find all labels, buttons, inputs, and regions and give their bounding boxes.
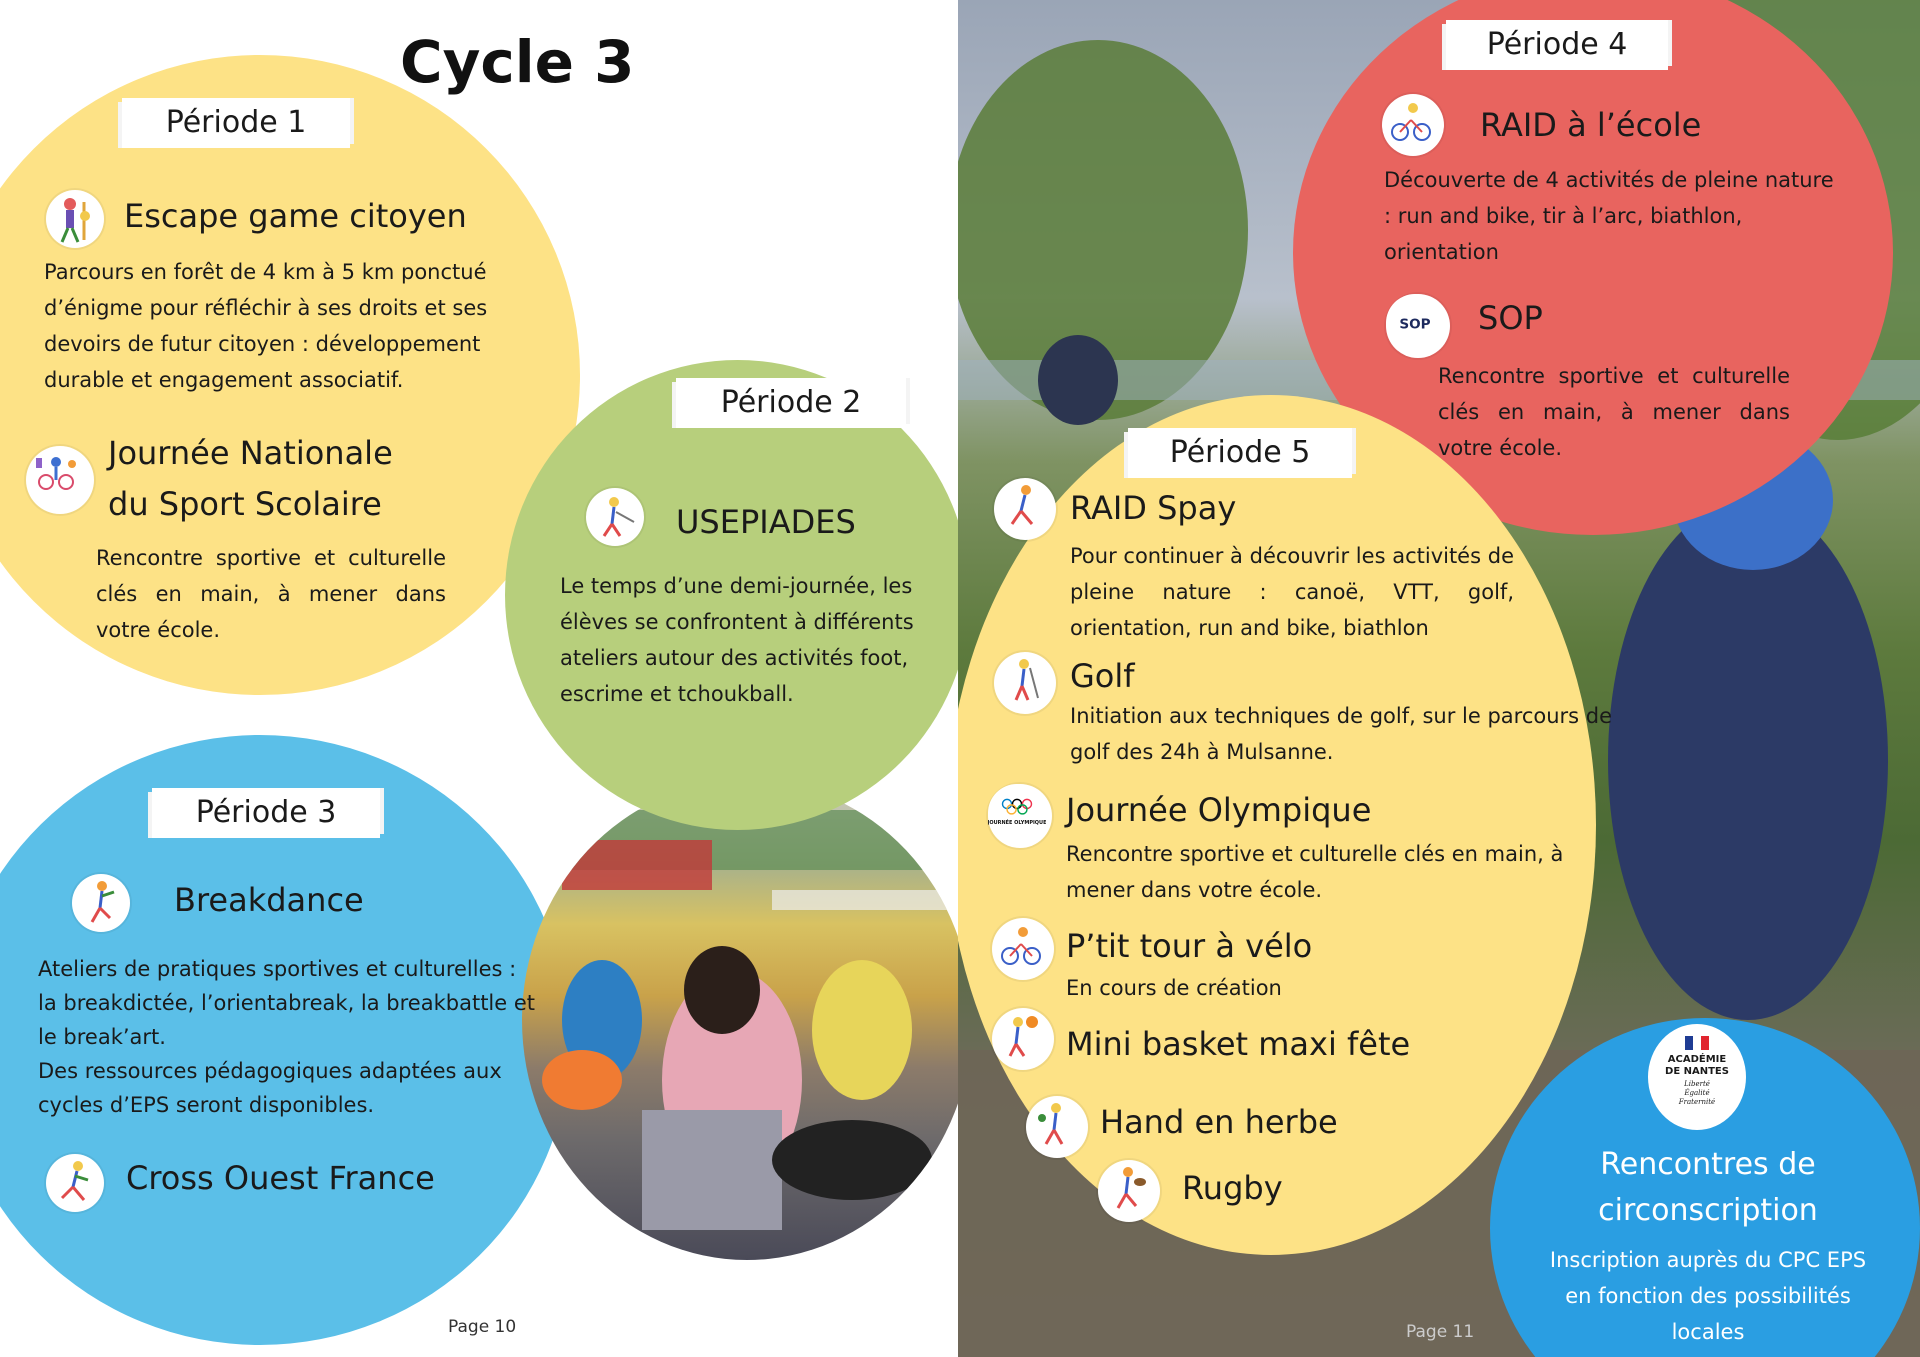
usepiades-text: Le temps d’une demi-journée, les élèves se confrontent à différents ateliers autour des activités foot, escrime et tchoukball. (560, 574, 914, 706)
academy-motto: Liberté Égalité Fraternité (1678, 1080, 1716, 1106)
raid-spay-icon (994, 478, 1056, 540)
french-flag-icon (1685, 1036, 1709, 1050)
bike-icon (1382, 94, 1444, 156)
circonscription-title: Rencontres de circonscription (1598, 1147, 1818, 1228)
periode2-banner: Période 2 (676, 378, 906, 428)
journee-nationale-title-line2: du Sport Scolaire (108, 485, 382, 523)
journee-nationale-text: Rencontre sportive et culturelle clés en main, à mener dans votre école. (96, 546, 446, 642)
olympic-logo (988, 784, 1052, 848)
page-number-right: Page 11 (1406, 1322, 1475, 1342)
ptit-tour-velo-text: En cours de création (1066, 976, 1282, 1000)
page-number-left: Page 10 (448, 1317, 517, 1337)
escape-game-text: Parcours en forêt de 4 km à 5 km ponctué d’énigme pour réfléchir à ses droits et ses devoirs de futur citoyen : développement durable et engagement associatif. (44, 260, 488, 392)
rugby-icon (1098, 1160, 1160, 1222)
sop-text: Rencontre sportive et culturelle clés en main, à mener dans votre école. (1438, 364, 1790, 460)
hand-en-herbe-title: Hand en herbe (1100, 1103, 1338, 1141)
cross-ouest-france-title: Cross Ouest France (126, 1159, 435, 1197)
handball-icon (1026, 1096, 1088, 1158)
breakdance-text (38, 952, 538, 1122)
usepiades-title: USEPIADES (676, 503, 856, 541)
page-title: Cycle 3 (400, 28, 635, 96)
ptit-tour-velo-title: P’tit tour à vélo (1066, 927, 1313, 965)
fencing-icon (586, 488, 644, 546)
breakdance-photo-illustration (522, 780, 958, 1260)
breakdance-icon (72, 874, 130, 932)
running-icon (46, 1154, 104, 1212)
breakdance-title: Breakdance (174, 881, 364, 919)
sop-logo (1386, 294, 1450, 358)
golf-icon (994, 652, 1056, 714)
periode4-banner: Période 4 (1446, 20, 1668, 70)
olympic-logo-text: JOURNÉE OLYMPIQUE (988, 819, 1046, 826)
periode5-banner: Période 5 (1128, 428, 1352, 478)
breakdance-text-line1: Ateliers de pratiques sportives et culturelles : la breakdictée, l’orientabreak, la breakbattle et le break’art. (38, 957, 536, 1049)
raid-ecole-title: RAID à l’école (1480, 106, 1702, 144)
periode3-banner: Période 3 (152, 788, 380, 838)
mini-basket-title: Mini basket maxi fête (1066, 1025, 1411, 1063)
right-page (958, 0, 1920, 1357)
basketball-icon (992, 1008, 1054, 1070)
raid-spay-title: RAID Spay (1070, 489, 1237, 527)
academy-logo (1648, 1024, 1746, 1130)
journee-olympique-text: Rencontre sportive et culturelle clés en main, à mener dans votre école. (1066, 842, 1564, 902)
breakdance-text-line2: Des ressources pédagogiques adaptées aux cycles d’EPS seront disponibles. (38, 1059, 502, 1117)
raid-ecole-text: Découverte de 4 activités de pleine nature : run and bike, tir à l’arc, biathlon, orientation (1384, 168, 1834, 264)
ptit-tour-velo-icon (992, 918, 1054, 980)
golf-title: Golf (1070, 657, 1135, 695)
breakdance-photo (522, 780, 958, 1260)
escape-game-title: Escape game citoyen (124, 197, 467, 235)
journee-olympique-title: Journée Olympique (1066, 791, 1372, 829)
left-page (0, 0, 958, 1357)
journee-nationale-title-line1: Journée Nationale (108, 434, 393, 472)
raid-spay-text: Pour continuer à découvrir les activités de pleine nature : canoë, VTT, golf, orientation, run and bike, biathlon (1070, 544, 1514, 640)
sop-title: SOP (1478, 299, 1543, 337)
sop-logo-text: SOP (1399, 316, 1431, 333)
golf-text: Initiation aux techniques de golf, sur le parcours de golf des 24h à Mulsanne. (1070, 704, 1613, 764)
hiking-icon (46, 190, 104, 248)
periode1-banner: Période 1 (122, 98, 350, 148)
sport-scolaire-icon (26, 446, 94, 514)
circonscription-text: Inscription auprès du CPC EPS en fonction des possibilités locales (1549, 1248, 1867, 1344)
academy-logo-text: ACADÉMIE DE NANTES (1665, 1054, 1729, 1077)
rugby-title: Rugby (1182, 1169, 1283, 1207)
